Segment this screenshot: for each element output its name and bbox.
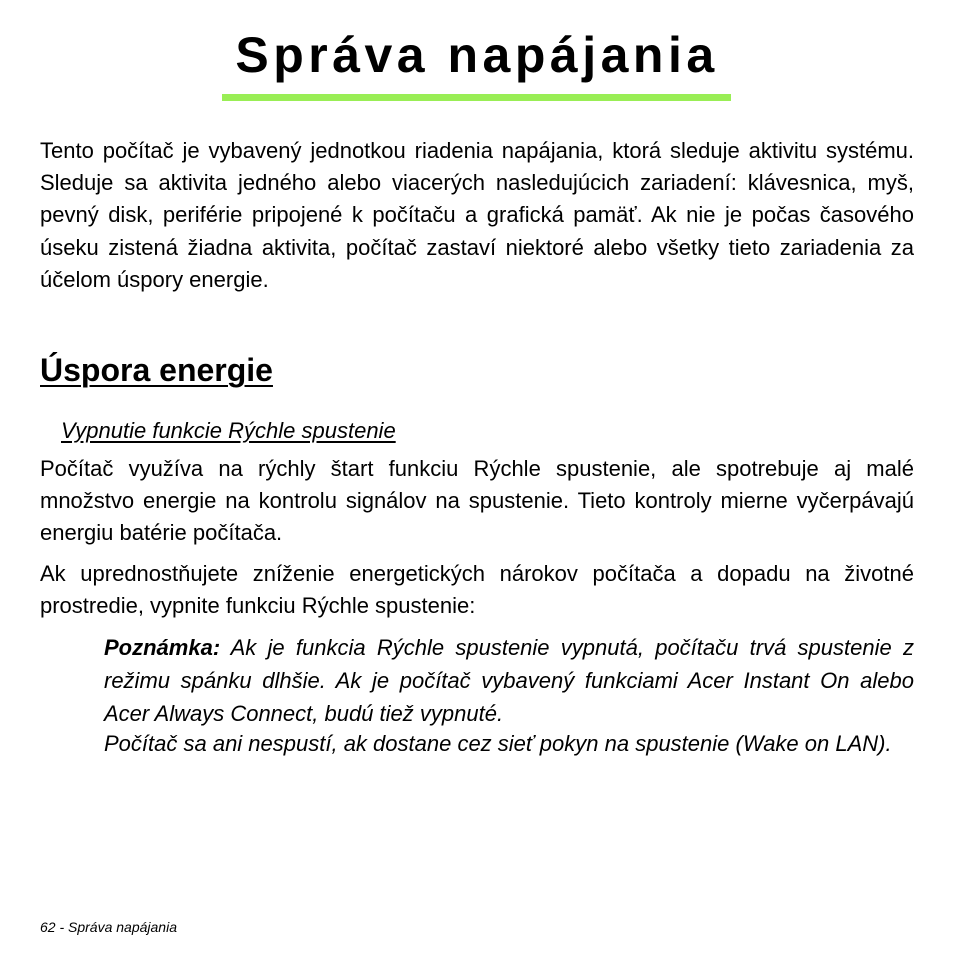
note-label: Poznámka: xyxy=(104,635,221,660)
page-title: Správa napájania xyxy=(235,27,719,83)
body-paragraph-1: Počítač využíva na rýchly štart funkciu Rýchle spustenie, ale spotrebuje aj malé množstvo energie na kontrolu signálov na spustenie. Tieto kontroly mierne vyčerpávajú energiu batérie počítača. xyxy=(40,456,914,546)
note-block-continued: Počítač sa ani nespustí, ak dostane cez sieť pokyn na spustenie (Wake on LAN). xyxy=(104,731,892,756)
section-heading: Úspora energie xyxy=(40,352,273,388)
title-underline-rule xyxy=(222,94,731,101)
intro-paragraph: Tento počítač je vybavený jednotkou riadenia napájania, ktorá sleduje aktivitu systému. Sleduje sa aktivita jedného alebo viacerých nasledujúcich zariadení: klávesnica, myš, pevný disk, periférie pripojené k počítaču a grafická pamäť. Ak nie je počas časového úseku zistená žiadna aktivita, počítač zastaví niektoré alebo všetky tieto zariadenia za účelom úspory energie. xyxy=(40,138,914,292)
body-paragraph-2: Ak uprednostňujete zníženie energetických nárokov počítača a dopadu na životné prostredie, vypnite funkciu Rýchle spustenie: xyxy=(40,561,914,619)
page-footer: 62 - Správa napájania xyxy=(40,919,177,935)
subsection-link-fast-startup[interactable]: Vypnutie funkcie Rýchle spustenie xyxy=(61,418,396,443)
note-text: Ak je funkcia Rýchle spustenie vypnutá, počítaču trvá spustenie z režimu spánku dlhšie. Ak je počítač vybavený funkciami Acer Instant On alebo Acer Always Connect, budú tiež vypnuté. xyxy=(104,635,914,726)
note-block xyxy=(104,631,914,730)
